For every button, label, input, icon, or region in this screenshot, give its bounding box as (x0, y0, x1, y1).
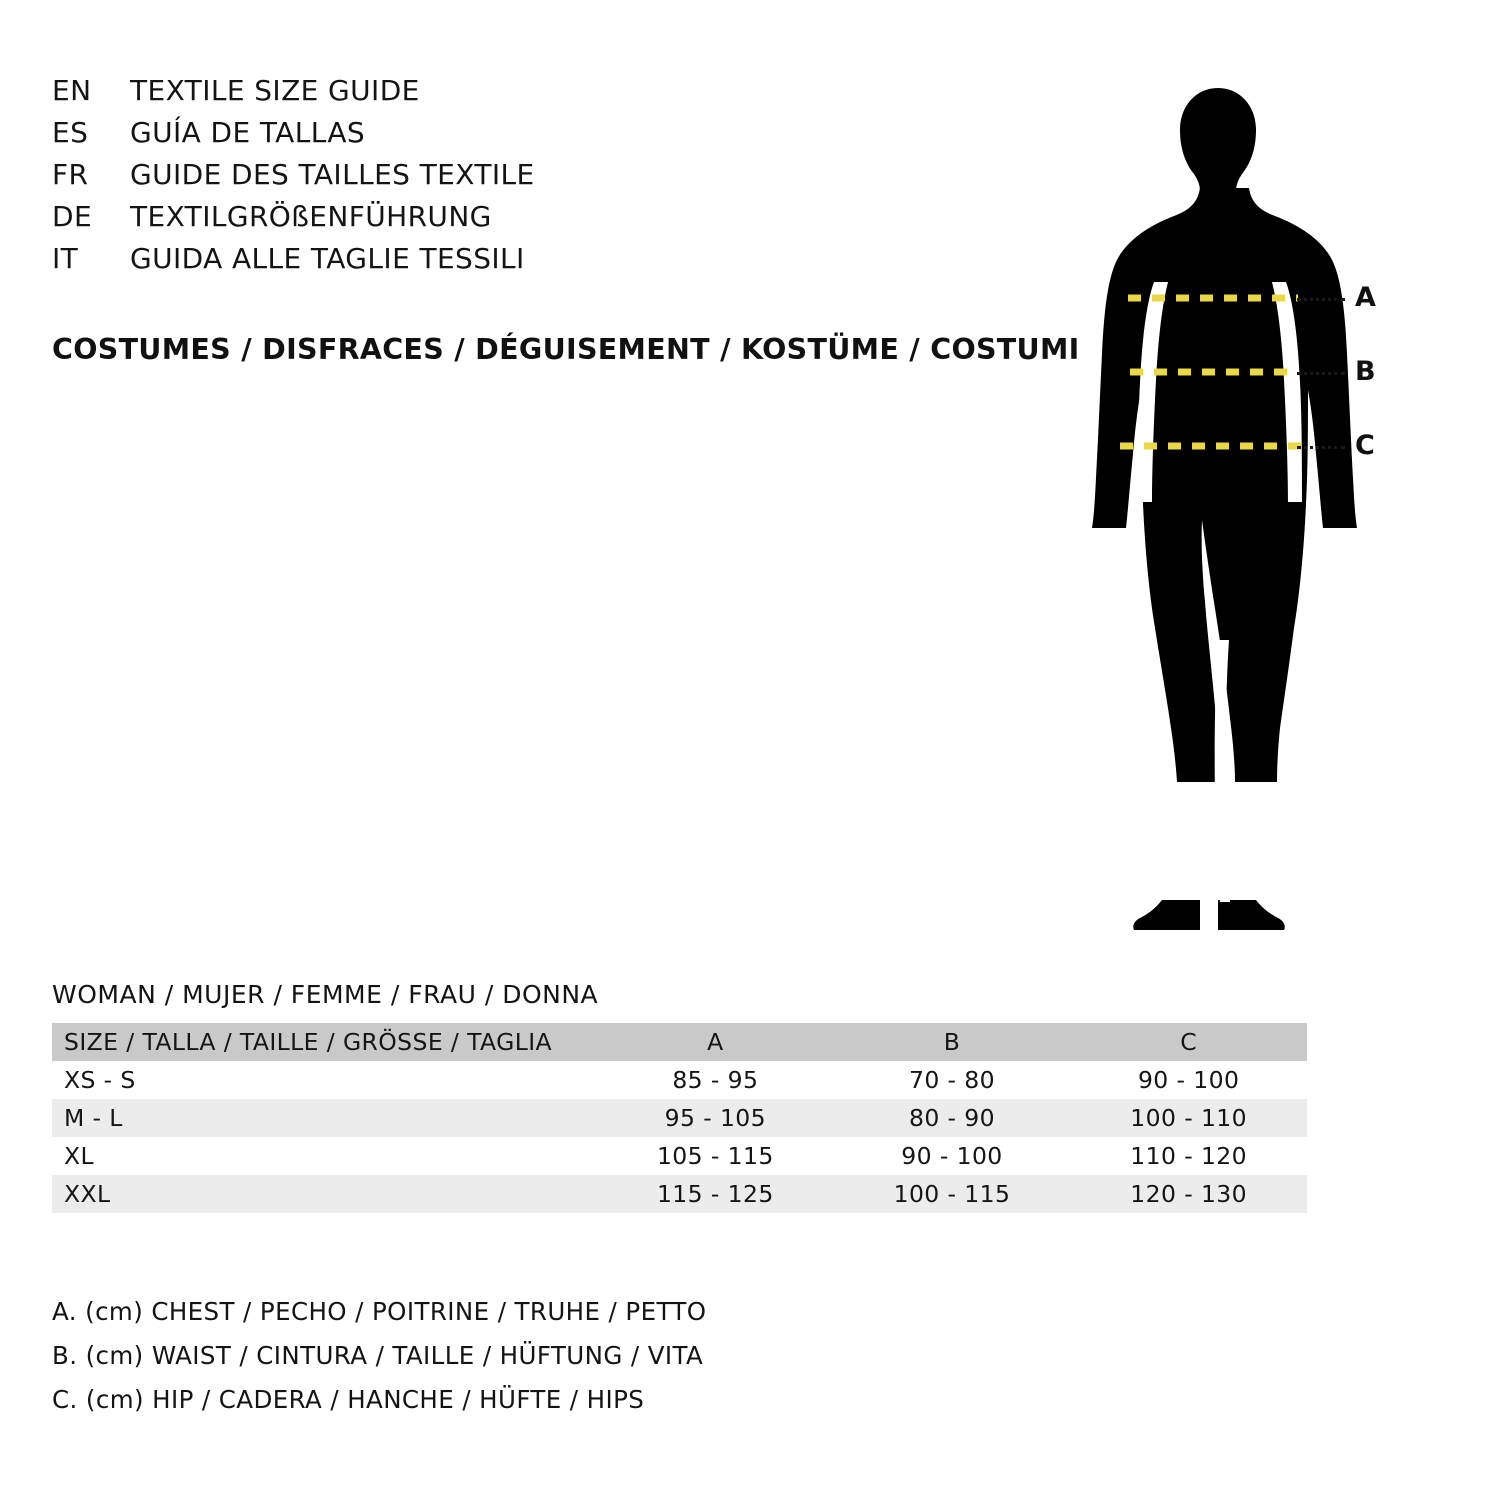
table-header-row (52, 1023, 1307, 1061)
table-row (52, 1061, 1307, 1099)
figure-area (1050, 60, 1470, 940)
table-row (52, 1175, 1307, 1213)
column-header-c: C (1180, 1028, 1198, 1056)
language-text-it: GUIDA ALLE TAGLIE TESSILI (130, 242, 525, 275)
cell-c: 100 - 110 (1130, 1104, 1248, 1132)
size-table-section (52, 980, 1392, 1213)
measure-label-c: C (1355, 430, 1376, 461)
measure-label-b: B (1355, 356, 1377, 387)
leader-line-b (1297, 372, 1345, 375)
cell-a: 95 - 105 (664, 1104, 767, 1132)
cell-size: M - L (64, 1104, 123, 1132)
cell-b: 80 - 90 (908, 1104, 995, 1132)
cell-c: 90 - 100 (1137, 1066, 1240, 1094)
language-row-fr (52, 158, 1032, 200)
leader-line-a (1297, 298, 1345, 301)
legend-row-b: B. (cm) WAIST / CINTURA / TAILLE / HÜFTUNG / VITA (52, 1341, 704, 1370)
table-caption: WOMAN / MUJER / FEMME / FRAU / DONNA (52, 980, 599, 1009)
cell-c: 120 - 130 (1130, 1180, 1248, 1208)
column-header-size: SIZE / TALLA / TAILLE / GRÖSSE / TAGLIA (64, 1028, 553, 1056)
language-row-it (52, 242, 1032, 284)
language-text-en: TEXTILE SIZE GUIDE (130, 74, 420, 107)
language-text-es: GUÍA DE TALLAS (130, 116, 366, 149)
language-row-es (52, 116, 1032, 158)
size-table (52, 1023, 1307, 1213)
cell-size: XL (64, 1142, 94, 1170)
measurement-legend (52, 1290, 706, 1422)
cell-b: 100 - 115 (893, 1180, 1011, 1208)
language-title-block (52, 74, 1032, 284)
cell-a: 85 - 95 (672, 1066, 759, 1094)
language-text-de: TEXTILGRÖßENFÜHRUNG (130, 200, 492, 233)
leader-line-c (1297, 446, 1345, 449)
language-row-de (52, 200, 1032, 242)
language-code-es: ES (52, 116, 89, 149)
table-row (52, 1099, 1307, 1137)
language-code-it: IT (52, 242, 79, 275)
language-code-de: DE (52, 200, 93, 233)
legend-row-c: C. (cm) HIP / CADERA / HANCHE / HÜFTE / HIPS (52, 1385, 645, 1414)
table-row (52, 1137, 1307, 1175)
size-table-body (52, 1061, 1307, 1213)
legend-row-a: A. (cm) CHEST / PECHO / POITRINE / TRUHE / PETTO (52, 1297, 707, 1326)
column-header-a: A (707, 1028, 724, 1056)
language-code-fr: FR (52, 158, 89, 191)
language-code-en: EN (52, 74, 92, 107)
size-table-head (52, 1023, 1307, 1061)
cell-b: 70 - 80 (908, 1066, 995, 1094)
cell-size: XS - S (64, 1066, 136, 1094)
cell-size: XXL (64, 1180, 111, 1208)
cell-a: 105 - 115 (656, 1142, 774, 1170)
cell-c: 110 - 120 (1130, 1142, 1248, 1170)
cell-a: 115 - 125 (656, 1180, 774, 1208)
cell-b: 90 - 100 (901, 1142, 1003, 1170)
language-row-en (52, 74, 1032, 116)
woman-silhouette-icon (1050, 60, 1470, 940)
costumes-subtitle: COSTUMES / DISFRACES / DÉGUISEMENT / KOSTÜME / COSTUMI (52, 333, 1080, 366)
column-header-b: B (943, 1028, 961, 1056)
measure-label-a: A (1355, 282, 1377, 313)
language-text-fr: GUIDE DES TAILLES TEXTILE (130, 158, 535, 191)
